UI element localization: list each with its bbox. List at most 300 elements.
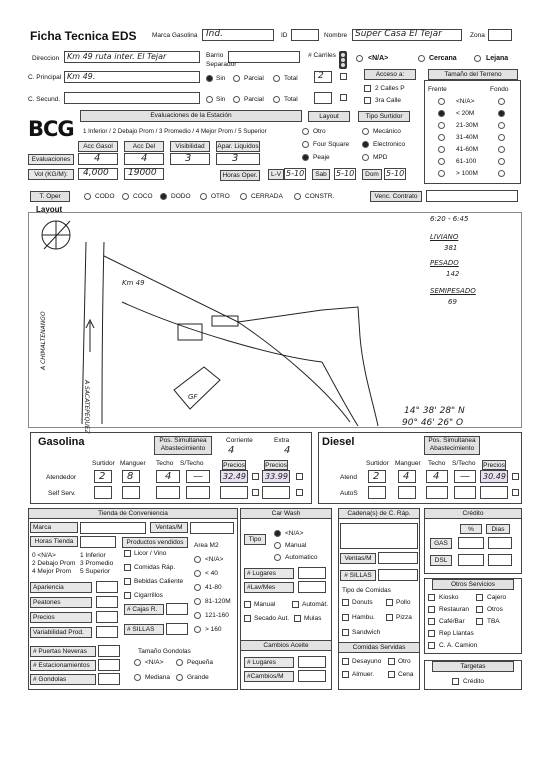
area-label: < 40 xyxy=(205,570,218,577)
tienda-scale-1: 1 Inferior xyxy=(80,552,106,559)
estacionamientos-field[interactable] xyxy=(98,659,120,671)
credito-dias-label: Dias xyxy=(486,524,510,534)
c-secund-label: C. Secund. xyxy=(28,96,61,103)
diesel-atend-label: Atend xyxy=(340,474,357,481)
tienda-rating-label: Apariencia xyxy=(30,582,92,593)
tipo-comidas-label: Tipo de Comidas xyxy=(342,587,391,594)
gasolina-ss-precio-2-field[interactable] xyxy=(262,486,290,499)
proximity-na-radio[interactable] xyxy=(356,55,363,62)
gondolas-field[interactable] xyxy=(98,673,120,685)
evaluaciones-scale: 1 Inferior / 2 Debajo Prom / 3 Promedio / 4 Mejor Prom / 5 Superior xyxy=(83,128,267,135)
gasolina-ss-manguer-field[interactable] xyxy=(122,486,140,499)
layout-four-square-radio[interactable] xyxy=(302,141,309,148)
c-secund-sin-radio[interactable] xyxy=(206,96,213,103)
gasolina-surtidor-label: Surtidor xyxy=(92,460,115,467)
eval-col-apar-liquidos: Apar. Liquidos xyxy=(217,143,259,150)
otros-servicio-checkbox[interactable] xyxy=(476,606,483,613)
tienda-marca-label: Marca xyxy=(30,522,78,533)
car-wash-mulas-checkbox[interactable] xyxy=(294,615,301,622)
cambios-mes-label: #Cambios/M xyxy=(244,671,294,682)
cajas-field[interactable] xyxy=(166,603,188,615)
gondola-na-radio[interactable] xyxy=(134,659,141,666)
t-oper-dodo-radio[interactable] xyxy=(160,193,167,200)
area-label: 41-80 xyxy=(205,584,222,591)
gasolina-corriente-value: 4 xyxy=(228,445,235,456)
terreno-frente-radio[interactable] xyxy=(438,122,445,129)
terreno-fondo-radio[interactable] xyxy=(498,158,505,165)
c-secund-carriles-field[interactable] xyxy=(314,92,332,104)
layout-label: Layout xyxy=(36,205,63,214)
t-oper-codo-radio[interactable] xyxy=(84,193,91,200)
c-secund-parcial-radio[interactable] xyxy=(233,96,240,103)
layout-note-time: 6:20 - 6:45 xyxy=(430,215,469,223)
vol-value-1: 4,000 xyxy=(83,168,109,178)
tercera-calle-label: 3ra Calle xyxy=(375,97,402,104)
proximity-na-label: <N/A> xyxy=(368,55,389,62)
credito-gas-label: GAS xyxy=(430,538,452,549)
car-wash-na-label: <N/A> xyxy=(285,530,304,537)
gasolina-precio-1-value: 32.49 xyxy=(223,472,246,481)
tipo-surtidor-button[interactable]: Tipo Surtidor xyxy=(358,111,410,122)
sab-value: 5-10 xyxy=(336,169,355,178)
targeta-credito-checkbox[interactable] xyxy=(452,678,459,685)
terreno-size-label: 31-40M xyxy=(456,134,479,141)
tamano-gondolas-label: Tamaño Gondolas xyxy=(138,648,191,655)
calles-checkbox[interactable] xyxy=(364,85,371,92)
t-oper-otro-radio[interactable] xyxy=(200,193,207,200)
surtidor-electronico-label: Electronico xyxy=(373,141,406,148)
layout-coord-o: 90° 46' 26" O xyxy=(402,418,464,428)
diesel-precios-label: Precios xyxy=(483,462,505,469)
horas-tienda-field[interactable] xyxy=(80,536,116,548)
otros-servicio-checkbox[interactable] xyxy=(428,618,435,625)
terreno-fondo-radio[interactable] xyxy=(498,146,505,153)
tienda-marca-field[interactable] xyxy=(80,522,146,534)
gasolina-ss-s-techo-field[interactable] xyxy=(186,486,210,499)
area-radio[interactable] xyxy=(194,584,201,591)
car-wash-lav-mes-field[interactable] xyxy=(298,581,326,593)
surtidor-mecanico-label: Mecánico xyxy=(373,128,401,135)
car-wash-manual-label: Manual xyxy=(285,542,307,549)
t-oper-codo-label: CODO xyxy=(95,193,115,200)
credito-dsl-pct-field[interactable] xyxy=(458,554,484,566)
gondola-grande-label: Grande xyxy=(187,674,209,681)
nombre-value: Super Casa El Tejar xyxy=(355,29,442,39)
traffic-light-icon xyxy=(338,50,348,70)
tienda-scale-3: 3 Promedio xyxy=(80,560,114,567)
layout-four-square-label: Four Square xyxy=(313,141,350,148)
gasolina-ss-precio-1-field[interactable] xyxy=(220,486,248,499)
c-secund-parcial-label: Parcial xyxy=(244,96,264,103)
terreno-panel xyxy=(424,80,521,184)
otros-servicio-checkbox[interactable] xyxy=(428,594,435,601)
area-radio[interactable] xyxy=(194,556,201,563)
terreno-frente-label: Frente xyxy=(428,86,447,93)
otros-servicio-checkbox[interactable] xyxy=(428,606,435,613)
car-wash-title: Car Wash xyxy=(240,508,332,519)
otros-servicio-checkbox[interactable] xyxy=(476,618,483,625)
layout-note-liviano-value: 381 xyxy=(444,244,458,252)
product-checkbox[interactable] xyxy=(124,592,131,599)
terreno-frente-radio[interactable] xyxy=(438,170,445,177)
terreno-size-label: 61-100 xyxy=(456,158,477,165)
vol-value-2: 19000 xyxy=(128,168,157,178)
product-label: Licor / Vino xyxy=(134,550,167,557)
otros-servicio-checkbox[interactable] xyxy=(476,594,483,601)
terreno-size-label: <N/A> xyxy=(456,98,475,105)
terreno-size-label: < 20M xyxy=(456,110,475,117)
tienda-scale-0: 0 <N/A> xyxy=(32,552,56,559)
layout-peaje-label: Peaje xyxy=(313,154,330,161)
terreno-fondo-label: Fondo xyxy=(490,86,509,93)
comida-donuts-checkbox[interactable] xyxy=(342,599,349,606)
t-oper-label: T. Oper xyxy=(30,191,70,202)
diesel-autos-label: AutoS xyxy=(340,490,358,497)
layout-coord-n: 14° 38' 28" N xyxy=(404,406,465,416)
servida-cena-label: Cena xyxy=(398,671,414,678)
car-wash-manual-check-label: Manual xyxy=(254,601,276,608)
terreno-fondo-radio[interactable] xyxy=(498,122,505,129)
horas-tienda-label: Horas Tienda xyxy=(30,536,78,547)
gasolina-extra-value: 4 xyxy=(284,445,291,456)
lv-label: L-V xyxy=(268,169,284,180)
puertas-neveras-field[interactable] xyxy=(98,645,120,657)
diesel-title: Diesel xyxy=(322,436,355,448)
comida-hambu-checkbox[interactable] xyxy=(342,614,349,621)
c-secund-total-label: Total xyxy=(284,96,298,103)
gasolina-ss-precio-2-checkbox[interactable] xyxy=(296,489,303,496)
product-checkbox[interactable] xyxy=(124,564,131,571)
barrio-label: Barrio xyxy=(206,52,224,59)
servida-desayuno-label: Desayuno xyxy=(352,658,382,665)
gasolina-techo-label: Techo xyxy=(156,460,174,467)
t-oper-coco-label: COCO xyxy=(133,193,153,200)
otros-servicios-title: Otros Servicios xyxy=(432,579,514,590)
gondola-grande-radio[interactable] xyxy=(176,674,183,681)
comida-pollo-checkbox[interactable] xyxy=(386,599,393,606)
comida-sandwich-label: Sandwich xyxy=(352,629,381,636)
car-wash-secado-label: Secado Aut. xyxy=(254,615,290,622)
c-secund-total-radio[interactable] xyxy=(273,96,280,103)
otros-servicio-label: Cajero xyxy=(487,594,507,601)
gasolina-at-surtidor-value: 2 xyxy=(99,471,106,482)
gondolas-label: # Gondolas xyxy=(30,674,96,685)
venc-contrato-field[interactable] xyxy=(426,190,518,202)
tienda-rating-label: Precios xyxy=(30,612,92,623)
tienda-rating-field[interactable] xyxy=(96,611,118,623)
terreno-header: Tamaño del Terreno xyxy=(428,69,518,80)
c-secund-carriles-checkbox[interactable] xyxy=(340,94,347,101)
car-wash-mulas-label: Mulas xyxy=(304,615,322,622)
otros-servicio-label: C. A. Camion xyxy=(439,642,478,649)
gondola-mediana-label: Mediana xyxy=(145,674,170,681)
credito-dsl-dias-field[interactable] xyxy=(488,554,512,566)
diesel-at-manguer-value: 4 xyxy=(403,471,410,482)
area-radio[interactable] xyxy=(194,570,201,577)
credito-title: Crédito xyxy=(424,508,522,519)
comida-sandwich-checkbox[interactable] xyxy=(342,629,349,636)
c-principal-parcial-label: Parcial xyxy=(244,75,264,82)
otros-servicio-checkbox[interactable] xyxy=(428,642,435,649)
credito-pct-label: % xyxy=(460,524,482,534)
car-wash-manual-checkbox[interactable] xyxy=(244,601,251,608)
comida-donuts-label: Donuts xyxy=(352,599,373,606)
cadena-ventas-label: Ventas/M xyxy=(340,553,376,564)
car-wash-secado-checkbox[interactable] xyxy=(244,615,251,622)
c-principal-total-radio[interactable] xyxy=(273,75,280,82)
targetas-title: Targetas xyxy=(432,661,514,672)
diesel-manguer-label: Manguer xyxy=(395,460,421,467)
carriles-label: # Carriles xyxy=(308,52,336,59)
terreno-fondo-radio[interactable] xyxy=(498,134,505,141)
gasolina-pos-simultanea: Pos. Simultanea Abastecimiento xyxy=(154,436,212,455)
area-label: > 160 xyxy=(205,626,222,633)
car-wash-lugares-label: # Lugares xyxy=(244,568,294,579)
eval-visibilidad-value: 3 xyxy=(185,153,192,164)
diesel-as-precio-field[interactable] xyxy=(480,486,508,499)
nombre-label: Nombre xyxy=(324,32,348,39)
terreno-frente-radio[interactable] xyxy=(438,98,445,105)
terreno-fondo-radio[interactable] xyxy=(498,170,505,177)
c-secund-field[interactable] xyxy=(64,92,200,104)
evaluaciones-header: Evaluaciones de la Estación xyxy=(80,110,302,122)
proximity-cercana-radio[interactable] xyxy=(418,55,425,62)
product-checkbox[interactable] xyxy=(124,550,131,557)
servida-otro-label: Otro xyxy=(398,658,411,665)
gasolina-precio-1-checkbox[interactable] xyxy=(252,473,259,480)
tienda-rating-field[interactable] xyxy=(96,596,118,608)
targeta-credito-label: Crédito xyxy=(463,678,484,685)
cadena-ventas-field[interactable] xyxy=(378,552,418,564)
productos-vendidos-label: Productos vendidos xyxy=(122,537,188,548)
layout-note-pesado-value: 142 xyxy=(446,270,460,278)
layout-note-semipesado-value: 69 xyxy=(448,298,457,306)
cambios-aceite-title: Cambios Aceite xyxy=(240,640,332,651)
layout-peaje-radio[interactable] xyxy=(302,154,309,161)
sab-label: Sab xyxy=(312,169,330,180)
diesel-as-s-techo-field[interactable] xyxy=(454,486,476,499)
cajas-label: # Cajas R. xyxy=(124,604,164,615)
tienda-sillas-label: # SILLAS xyxy=(124,624,164,635)
otros-servicio-label: Otros xyxy=(487,606,503,613)
gasolina-precio-2-value: 33.99 xyxy=(265,472,288,481)
servida-otro-checkbox[interactable] xyxy=(388,658,395,665)
gasolina-s-techo-label: S/Techo xyxy=(180,460,204,467)
otros-servicio-label: TBA xyxy=(487,618,500,625)
t-oper-otro-label: OTRO xyxy=(211,193,230,200)
zona-field[interactable] xyxy=(488,29,512,41)
horas-oper-label: Horas Oper. xyxy=(220,170,260,181)
diesel-as-techo-field[interactable] xyxy=(426,486,448,499)
separador-label: Separador xyxy=(206,61,237,68)
c-principal-value: Km 49. xyxy=(67,72,96,81)
cambios-lugares-label: # Lugares xyxy=(244,657,294,668)
eval-col-acc-gasol: Acc Gasol xyxy=(78,141,118,152)
layout-road-vertical-2: A SACATEPEQUEZ xyxy=(83,380,90,434)
surtidor-mpd-radio[interactable] xyxy=(362,154,369,161)
cambios-lugares-field[interactable] xyxy=(298,656,326,668)
cadena-name-field[interactable] xyxy=(340,523,418,549)
surtidor-electronico-radio[interactable] xyxy=(362,141,369,148)
gasolina-atendedor-label: Atendedor xyxy=(46,474,76,481)
credito-dsl-label: DSL xyxy=(430,555,452,566)
t-oper-constr-label: CONSTR. xyxy=(305,193,335,200)
car-wash-automat-checkbox[interactable] xyxy=(292,601,299,608)
tienda-rating-label: Variabilidad Prod. xyxy=(30,627,92,638)
vol-label: Vol (KG/M): xyxy=(28,169,74,180)
dom-label: Dom xyxy=(362,169,382,180)
proximity-lejana-label: Lejana xyxy=(486,55,509,62)
otros-servicio-label: Kiosko xyxy=(439,594,459,601)
comidas-servidas-title: Comidas Servidas xyxy=(338,642,420,653)
diesel-s-techo-label: S/Techo xyxy=(452,460,476,467)
area-label: <N/A> xyxy=(205,556,224,563)
lv-value: 5-10 xyxy=(286,169,305,178)
t-oper-cerrada-radio[interactable] xyxy=(240,193,247,200)
gasolina-title: Gasolina xyxy=(38,436,85,448)
credito-gas-dias-field[interactable] xyxy=(488,537,512,549)
id-field[interactable] xyxy=(291,29,319,41)
area-radio[interactable] xyxy=(194,598,201,605)
tienda-ventas-field[interactable] xyxy=(190,522,234,534)
product-label: Comidas Ráp. xyxy=(134,564,176,571)
direccion-value: Km 49 ruta inter. El Tejar xyxy=(67,52,167,61)
gondola-na-label: <N/A> xyxy=(145,659,164,666)
barrio-field[interactable] xyxy=(228,51,300,63)
surtidor-mecanico-radio[interactable] xyxy=(362,128,369,135)
c-principal-label: C. Principal xyxy=(28,74,62,81)
dom-value: 5-10 xyxy=(386,169,405,178)
diesel-as-precio-checkbox[interactable] xyxy=(512,489,519,496)
cadena-sillas-field[interactable] xyxy=(378,569,418,581)
gasolina-ss-precio-1-checkbox[interactable] xyxy=(252,489,259,496)
servida-almuer-label: Almuer. xyxy=(352,671,375,678)
tienda-sillas-field[interactable] xyxy=(166,623,188,635)
tienda-rating-label: Peatones xyxy=(30,597,92,608)
gondola-pequena-label: Pequeña xyxy=(187,659,214,666)
gasolina-precios-1-label: Precios xyxy=(223,462,245,469)
bcg-logo: BCG xyxy=(28,117,74,141)
comida-pollo-label: Pollo xyxy=(396,599,411,606)
layout-button[interactable]: Layout xyxy=(308,111,350,122)
c-principal-total-label: Total xyxy=(284,75,298,82)
terreno-size-label: 21-30M xyxy=(456,122,479,129)
diesel-pos-simultanea: Pos. Simultanea Abastecimiento xyxy=(424,436,480,455)
gasolina-at-techo-value: 4 xyxy=(165,471,172,482)
terreno-frente-radio[interactable] xyxy=(438,134,445,141)
product-label: Bebidas Caliente xyxy=(134,578,184,585)
gondola-pequena-radio[interactable] xyxy=(176,659,183,666)
id-label: ID xyxy=(281,32,288,39)
car-wash-tipo-label: Tipo xyxy=(244,534,266,545)
tienda-scale-2: 2 Debajo Prom xyxy=(32,560,76,567)
layout-building-label: GF xyxy=(188,393,198,401)
car-wash-automatico-radio[interactable] xyxy=(274,554,281,561)
tienda-ventas-label: Ventas/M xyxy=(150,522,188,533)
puertas-neveras-label: # Puertas Neveras xyxy=(30,646,96,657)
terreno-fondo-radio[interactable] xyxy=(498,110,505,117)
c-principal-sin-radio[interactable] xyxy=(206,75,213,82)
gondola-mediana-radio[interactable] xyxy=(134,674,141,681)
tienda-rating-field[interactable] xyxy=(96,581,118,593)
cadena-sillas-label: # SILLAS xyxy=(340,570,376,581)
comida-pizza-checkbox[interactable] xyxy=(386,614,393,621)
proximity-lejana-radio[interactable] xyxy=(474,55,481,62)
t-oper-constr-radio[interactable] xyxy=(294,193,301,200)
t-oper-coco-radio[interactable] xyxy=(122,193,129,200)
diesel-as-manguer-field[interactable] xyxy=(398,486,416,499)
car-wash-na-radio[interactable] xyxy=(274,530,281,537)
area-m2-label: Area M2 xyxy=(194,542,219,549)
servida-almuer-checkbox[interactable] xyxy=(342,671,349,678)
calles-label: 2 Calles P xyxy=(375,85,405,92)
diesel-as-surtidor-field[interactable] xyxy=(368,486,386,499)
diesel-surtidor-label: Surtidor xyxy=(366,460,389,467)
diesel-techo-label: Techo xyxy=(428,460,446,467)
car-wash-lugares-field[interactable] xyxy=(298,567,326,579)
layout-otro-radio[interactable] xyxy=(302,128,309,135)
terreno-frente-radio[interactable] xyxy=(438,146,445,153)
credito-gas-pct-field[interactable] xyxy=(458,537,484,549)
otros-servicio-label: Rep Llantas xyxy=(439,630,474,637)
marca-gasolina-label: Marca Gasolina xyxy=(152,32,198,39)
layout-note-semipesado: SEMIPESADO xyxy=(430,287,476,295)
servida-cena-checkbox[interactable] xyxy=(388,671,395,678)
gasolina-ss-techo-field[interactable] xyxy=(156,486,180,499)
area-label: 121-160 xyxy=(205,612,229,619)
carriles-value: 2 xyxy=(318,71,324,81)
car-wash-manual-radio[interactable] xyxy=(274,542,281,549)
terreno-frente-radio[interactable] xyxy=(438,110,445,117)
t-oper-dodo-label: DODO xyxy=(171,193,191,200)
estacionamientos-label: # Estacionamientos xyxy=(30,660,96,671)
area-radio[interactable] xyxy=(194,612,201,619)
direccion-label: Direccion xyxy=(32,55,60,62)
terreno-frente-radio[interactable] xyxy=(438,158,445,165)
terreno-size-label: > 100M xyxy=(456,170,478,177)
layout-otro-label: Otro xyxy=(313,128,326,135)
diesel-precio-checkbox[interactable] xyxy=(512,473,519,480)
marca-gasolina-value: Ind. xyxy=(206,29,223,39)
diesel-at-surtidor-value: 2 xyxy=(373,471,380,482)
page-title: Ficha Tecnica EDS xyxy=(30,29,137,43)
product-label: Cigarrillos xyxy=(134,592,163,599)
gasolina-ss-surtidor-field[interactable] xyxy=(94,486,112,499)
c-principal-parcial-radio[interactable] xyxy=(233,75,240,82)
gasolina-manguer-label: Manguer xyxy=(120,460,146,467)
tienda-rating-field[interactable] xyxy=(96,626,118,638)
tercera-calle-checkbox[interactable] xyxy=(364,97,371,104)
layout-road-label: Km 49 xyxy=(122,279,145,287)
car-wash-lav-mes-label: #Lav/Mes xyxy=(244,582,294,593)
cambios-mes-field[interactable] xyxy=(298,670,326,682)
product-checkbox[interactable] xyxy=(124,578,131,585)
gasolina-corriente-label: Corriente xyxy=(226,437,253,444)
area-radio[interactable] xyxy=(194,626,201,633)
surtidor-mpd-label: MPD xyxy=(373,154,388,161)
servida-desayuno-checkbox[interactable] xyxy=(342,658,349,665)
otros-servicio-label: Café/Bar xyxy=(439,618,465,625)
terreno-fondo-radio[interactable] xyxy=(498,98,505,105)
gasolina-at-manguer-value: 8 xyxy=(127,471,134,482)
terreno-size-label: 41-60M xyxy=(456,146,479,153)
layout-road-vertical: A CHIMALTENANGO xyxy=(40,311,47,370)
otros-servicio-checkbox[interactable] xyxy=(428,630,435,637)
gasolina-precio-2-checkbox[interactable] xyxy=(296,473,303,480)
carriles-checkbox[interactable] xyxy=(340,73,347,80)
eval-acc-gasol-value: 4 xyxy=(94,153,101,164)
eval-apar-liquidos-value: 3 xyxy=(232,153,239,164)
